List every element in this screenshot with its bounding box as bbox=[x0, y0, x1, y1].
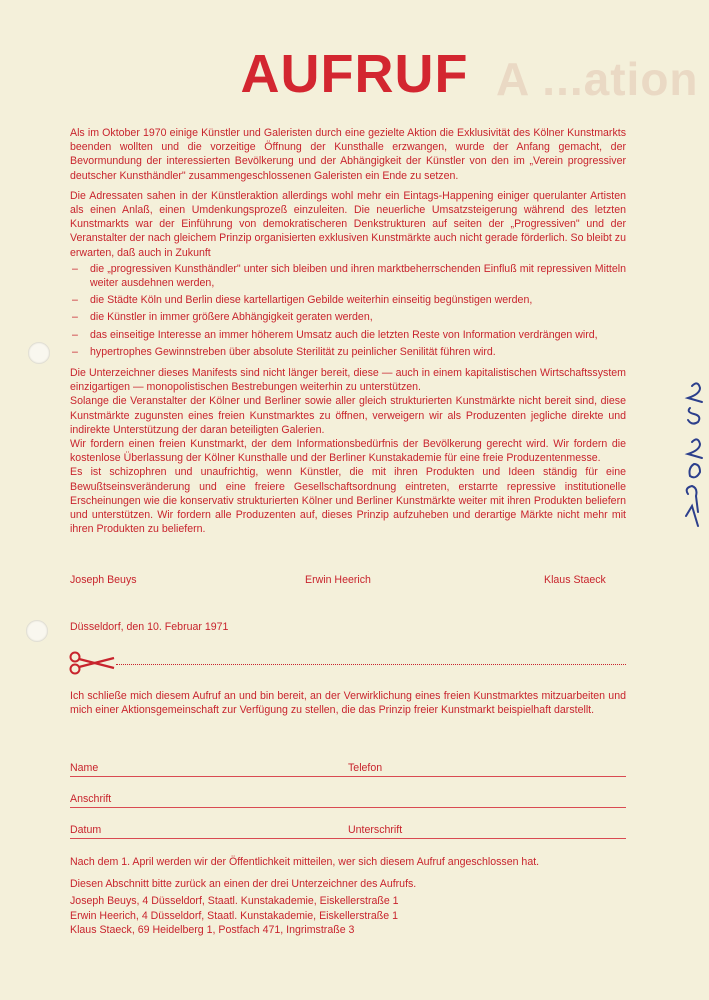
form-row-anschrift[interactable] bbox=[70, 793, 626, 808]
address-line: Erwin Heerich, 4 Düsseldorf, Staatl. Kunstakademie, Eiskellerstraße 1 bbox=[70, 909, 398, 922]
handwritten-date-note bbox=[626, 376, 706, 546]
paragraph: Wir fordern einen freien Kunstmarkt, der dem Informationsbedürfnis der Bevölkerung gerecht wird. Wir fordern die kostenlose Überlassung der Kölner Kunsthalle und der Berliner Kunstakademie für eine freie Produzentenmesse. bbox=[70, 438, 626, 465]
signer-name: Joseph Beuys bbox=[70, 574, 137, 586]
name-field-label: Name bbox=[70, 762, 99, 774]
signer-name: Erwin Heerich bbox=[305, 574, 371, 586]
cut-line bbox=[68, 650, 628, 674]
unterschrift-field-label: Unterschrift bbox=[348, 824, 403, 836]
list-item: – hypertrophes Gewinnstreben über absolute Sterilität zu peinlicher Senilität führen wird. bbox=[70, 345, 626, 359]
show-through-text: A ...ation bbox=[496, 53, 699, 105]
list-item: – die Künstler in immer größere Abhängigkeit geraten werden, bbox=[70, 310, 626, 324]
paragraph: Solange die Veranstalter der Kölner und Berliner sowie aller gleich strukturierten Kunstmärkte nicht bereit sind, diese Kunstmärkte zugunsten eines freien Kunstmarktes zu öffnen, verweigern wir als Produzenten jegliche direkte und indirekte Unterstützung der daran beteiligten Galerien. bbox=[70, 395, 626, 436]
footer bbox=[70, 855, 630, 937]
signature-line bbox=[70, 574, 626, 590]
handwriting-image bbox=[626, 376, 706, 546]
paragraph: Es ist schizophren und unaufrichtig, wenn Künstler, die mit ihren Produkten und Ideen ständig für eine Bewußtseinsveränderung und eine freiere Gesellschaftsordnung eintreten, erstarrte repressive institutionelle Erscheinungen wie die konservativ strukturierten Kölner und Berliner Kunstmärkte weiter mit ihren Produkten beliefern und unterstützen. Wir fordern alle Produzenten auf, dieses Prinzip aufzuheben und derartige Märkte nicht mehr mit ihren Produkten zu beliefern. bbox=[70, 466, 626, 536]
date-line: Düsseldorf, den 10. Februar 1971 bbox=[70, 621, 229, 633]
manifesto-body bbox=[70, 126, 626, 542]
publication-notice: Nach dem 1. April werden wir der Öffentlichkeit mitteilen, wer sich diesem Aufruf angeschlossen hat. bbox=[70, 856, 540, 868]
demands-list bbox=[70, 262, 626, 359]
form-row-datum-unterschrift[interactable] bbox=[70, 824, 626, 839]
dotted-cut-guide bbox=[116, 664, 626, 665]
datum-field-label: Datum bbox=[70, 824, 102, 836]
address-line: Klaus Staeck, 69 Heidelberg 1, Postfach 471, Ingrimstraße 3 bbox=[70, 923, 355, 936]
punch-hole bbox=[28, 342, 50, 364]
paragraph: Als im Oktober 1970 einige Künstler und Galeristen durch eine gezielte Aktion die Exklusivität des Kölner Kunstmarkts beenden wollten und die vorzeitige Öffnung der Kunsthalle erzwangen, wurde der Anfang gemacht, der Bevormundung der interessierten Bevölkerung und der Abhängigkeit der Künstler von den im „Verein progressiver deutscher Kunsthändler" zusammengeschlossenen Galeristen ein Ende zu setzen. bbox=[70, 127, 626, 182]
scissors-icon bbox=[68, 650, 118, 676]
paragraph: Die Unterzeichner dieses Manifests sind nicht länger bereit, diese — auch in einem kapitalistischen Wirtschaftssystem einzigartigen — monopolistischen Bestrebungen weiterhin zu unterstützen. bbox=[70, 367, 626, 394]
telefon-field-label: Telefon bbox=[348, 762, 383, 774]
membership-statement: Ich schließe mich diesem Aufruf an und bin bereit, an der Verwirklichung eines freien Kunstmarktes mitzuarbeiten und mich einer Aktionsgemeinschaft zur Verfügung zu stellen, die das Prinzip freier Kunstmarkt beispielhaft darstellt. bbox=[70, 690, 626, 717]
punch-hole bbox=[26, 620, 48, 642]
return-note: Diesen Abschnitt bitte zurück an einen der drei Unterzeichner des Aufrufs. bbox=[70, 878, 417, 891]
address-line: Joseph Beuys, 4 Düsseldorf, Staatl. Kunstakademie, Eiskellerstraße 1 bbox=[70, 895, 399, 908]
list-item: – die Städte Köln und Berlin diese kartellartigen Gebilde weiterhin einseitig begünstigen werden, bbox=[70, 293, 626, 307]
paragraph: Die Adressaten sahen in der Künstleraktion allerdings wohl mehr ein Eintags-Happening einiger querulanter Artisten als einen Anlaß, einen Umdenkungsprozeß einzuleiten. Die neuerliche Umsatzsteigerung während des letzten Kunstmarkts war der Einführung von demokratischeren Denkstrukturen auf seiten der „Progressiven" und der Veranstalter der nach gleichem Prinzip organisierten exklusiven Kunstmärkte auch nicht gerade förderlich. So bleibt zu erwarten, daß auch in Zukunft bbox=[70, 189, 626, 259]
list-item: – die „progressiven Kunsthändler" unter sich bleiben und ihren marktbeherrschenden Einfluß mit repressiven Mitteln weiter ausdehnen werden, bbox=[70, 262, 626, 290]
page-title: AUFRUF bbox=[240, 44, 469, 104]
anschrift-field-label: Anschrift bbox=[70, 793, 112, 805]
list-item: – das einseitige Interesse an immer höherem Umsatz auch die letzten Reste von Information verdrängen wird, bbox=[70, 328, 626, 342]
signer-name: Klaus Staeck bbox=[544, 574, 606, 586]
form-row-name-telefon[interactable] bbox=[70, 762, 626, 777]
